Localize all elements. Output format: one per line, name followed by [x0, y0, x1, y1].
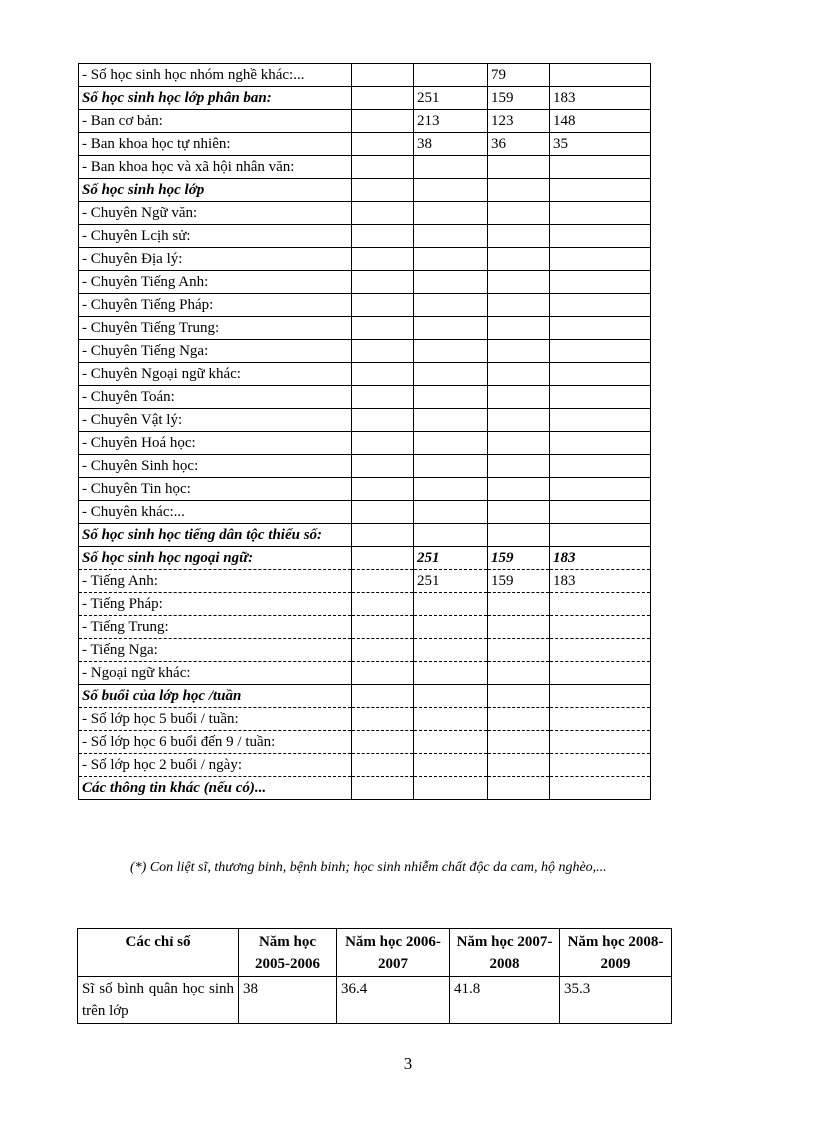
value-cell [414, 340, 488, 363]
value-cell [414, 225, 488, 248]
row-label: - Tiếng Nga: [79, 639, 352, 662]
table-row [79, 501, 651, 524]
value-cell [414, 64, 488, 87]
value-cell [352, 547, 414, 570]
value-cell [550, 501, 651, 524]
table-row [79, 225, 651, 248]
header-cell: Năm học 2005-2006 [239, 929, 337, 977]
value-cell [550, 685, 651, 708]
value-cell: 183 [550, 87, 651, 110]
value-cell [414, 248, 488, 271]
header-row [78, 929, 672, 977]
row-label: - Số học sinh học nhóm nghề khác:... [79, 64, 352, 87]
value-cell [550, 616, 651, 639]
value-cell [352, 225, 414, 248]
class-size-table [77, 928, 672, 1024]
value-cell [414, 432, 488, 455]
value-cell: 41.8 [450, 977, 560, 1024]
table-row [79, 455, 651, 478]
value-cell [352, 110, 414, 133]
table-row [79, 110, 651, 133]
value-cell: 148 [550, 110, 651, 133]
value-cell [352, 455, 414, 478]
table-row [79, 271, 651, 294]
row-label: - Ban cơ bản: [79, 110, 352, 133]
header-cell: Năm học 2007-2008 [450, 929, 560, 977]
value-cell [488, 731, 550, 754]
table-row [79, 593, 651, 616]
value-cell [352, 156, 414, 179]
value-cell [352, 133, 414, 156]
row-label: - Chuyên Địa lý: [79, 248, 352, 271]
row-label: Số buổi của lớp học /tuần [79, 685, 352, 708]
student-statistics-table [78, 63, 651, 800]
row-label: - Ban khoa học và xã hội nhân văn: [79, 156, 352, 179]
value-cell [550, 248, 651, 271]
table-row [79, 432, 651, 455]
row-label: - Chuyên Tin học: [79, 478, 352, 501]
value-cell [550, 432, 651, 455]
value-cell [352, 386, 414, 409]
value-cell [352, 524, 414, 547]
value-cell [488, 777, 550, 800]
value-cell [550, 156, 651, 179]
row-label: Số học sinh học lớp [79, 179, 352, 202]
value-cell [550, 363, 651, 386]
table-row [78, 977, 672, 1024]
value-cell: 251 [414, 547, 488, 570]
value-cell [550, 478, 651, 501]
value-cell [414, 524, 488, 547]
table-row [79, 639, 651, 662]
value-cell [550, 179, 651, 202]
value-cell [414, 294, 488, 317]
table-row [79, 409, 651, 432]
row-label: - Tiếng Trung: [79, 616, 352, 639]
value-cell [352, 87, 414, 110]
table-row [79, 294, 651, 317]
row-label: - Chuyên Ngoại ngữ khác: [79, 363, 352, 386]
value-cell: 183 [550, 547, 651, 570]
value-cell [488, 616, 550, 639]
value-cell [550, 731, 651, 754]
value-cell [414, 616, 488, 639]
footnote: (*) Con liệt sĩ, thương binh, bệnh binh; học sinh nhiễm chất độc da cam, hộ nghèo,... [130, 860, 607, 875]
header-cell: Các chỉ số [78, 929, 239, 977]
value-cell [414, 593, 488, 616]
value-cell [550, 662, 651, 685]
row-label: - Tiếng Pháp: [79, 593, 352, 616]
table-row [79, 616, 651, 639]
value-cell: 38 [414, 133, 488, 156]
row-label: - Chuyên Tiếng Anh: [79, 271, 352, 294]
value-cell [414, 777, 488, 800]
value-cell [414, 156, 488, 179]
value-cell [414, 386, 488, 409]
value-cell: 36.4 [337, 977, 450, 1024]
row-label: - Tiếng Anh: [79, 570, 352, 593]
value-cell [488, 294, 550, 317]
value-cell [352, 432, 414, 455]
value-cell [352, 409, 414, 432]
value-cell [352, 317, 414, 340]
row-label: - Chuyên Sinh học: [79, 455, 352, 478]
value-cell [352, 570, 414, 593]
value-cell [352, 340, 414, 363]
table-row [79, 662, 651, 685]
value-cell: 159 [488, 570, 550, 593]
value-cell [352, 639, 414, 662]
value-cell [414, 455, 488, 478]
row-label: - Chuyên Hoá học: [79, 432, 352, 455]
value-cell [488, 455, 550, 478]
value-cell [488, 363, 550, 386]
row-label: Số học sinh học tiếng dân tộc thiểu số: [79, 524, 352, 547]
value-cell [488, 179, 550, 202]
page-number: 3 [403, 1054, 413, 1073]
value-cell [550, 386, 651, 409]
row-label: - Số lớp học 5 buổi / tuần: [79, 708, 352, 731]
value-cell [550, 593, 651, 616]
table-row [79, 64, 651, 87]
value-cell [488, 524, 550, 547]
value-cell [352, 685, 414, 708]
row-label: - Chuyên Tiếng Nga: [79, 340, 352, 363]
table-row [79, 547, 651, 570]
table-row [79, 87, 651, 110]
table-row [79, 524, 651, 547]
value-cell [488, 708, 550, 731]
value-cell [414, 754, 488, 777]
row-label: - Chuyên Lcịh sử: [79, 225, 352, 248]
header-cell: Năm học 2006-2007 [337, 929, 450, 977]
value-cell [550, 202, 651, 225]
value-cell [414, 685, 488, 708]
value-cell [488, 754, 550, 777]
value-cell [488, 432, 550, 455]
row-label: - Số lớp học 6 buổi đến 9 / tuần: [79, 731, 352, 754]
value-cell [352, 271, 414, 294]
value-cell [414, 409, 488, 432]
value-cell [414, 317, 488, 340]
table-row [79, 754, 651, 777]
value-cell [352, 593, 414, 616]
value-cell [488, 639, 550, 662]
value-cell [414, 202, 488, 225]
row-label: - Chuyên Ngữ văn: [79, 202, 352, 225]
row-label: - Ngoại ngữ khác: [79, 662, 352, 685]
value-cell [352, 662, 414, 685]
value-cell [488, 593, 550, 616]
value-cell: 38 [239, 977, 337, 1024]
value-cell [488, 685, 550, 708]
value-cell [550, 409, 651, 432]
value-cell: 36 [488, 133, 550, 156]
value-cell [550, 225, 651, 248]
value-cell: 35.3 [560, 977, 672, 1024]
table-row [79, 386, 651, 409]
value-cell [488, 409, 550, 432]
value-cell [414, 363, 488, 386]
value-cell [352, 179, 414, 202]
row-label: Số học sinh học lớp phân ban: [79, 87, 352, 110]
table-row [79, 156, 651, 179]
value-cell [352, 708, 414, 731]
value-cell [352, 248, 414, 271]
value-cell [550, 708, 651, 731]
value-cell [352, 363, 414, 386]
table-row [79, 777, 651, 800]
value-cell [352, 616, 414, 639]
value-cell: 183 [550, 570, 651, 593]
row-label: Các thông tin khác (nếu có)... [79, 777, 352, 800]
value-cell [414, 478, 488, 501]
value-cell [414, 708, 488, 731]
value-cell: 35 [550, 133, 651, 156]
value-cell [414, 271, 488, 294]
row-label: - Số lớp học 2 buổi / ngày: [79, 754, 352, 777]
value-cell [488, 340, 550, 363]
table-row [79, 731, 651, 754]
value-cell [352, 731, 414, 754]
value-cell [488, 662, 550, 685]
value-cell [488, 271, 550, 294]
value-cell [488, 225, 550, 248]
value-cell [352, 754, 414, 777]
value-cell [488, 386, 550, 409]
value-cell [414, 639, 488, 662]
value-cell [550, 639, 651, 662]
value-cell [550, 777, 651, 800]
value-cell [550, 524, 651, 547]
value-cell [550, 455, 651, 478]
value-cell [488, 248, 550, 271]
value-cell [352, 777, 414, 800]
row-label: Sĩ số bình quân học sinh trên lớp [78, 977, 239, 1024]
value-cell: 79 [488, 64, 550, 87]
table-row [79, 179, 651, 202]
table-row [79, 570, 651, 593]
value-cell [352, 202, 414, 225]
value-cell [414, 179, 488, 202]
value-cell [352, 501, 414, 524]
value-cell [488, 317, 550, 340]
table-row [79, 708, 651, 731]
value-cell: 251 [414, 87, 488, 110]
row-label: Số học sinh học ngoại ngữ: [79, 547, 352, 570]
value-cell [550, 340, 651, 363]
value-cell [414, 501, 488, 524]
row-label: - Chuyên Vật lý: [79, 409, 352, 432]
value-cell [550, 271, 651, 294]
value-cell [414, 662, 488, 685]
value-cell [550, 294, 651, 317]
value-cell [352, 478, 414, 501]
row-label: - Chuyên khác:... [79, 501, 352, 524]
value-cell: 159 [488, 547, 550, 570]
value-cell: 159 [488, 87, 550, 110]
table-row [79, 133, 651, 156]
row-label: - Ban khoa học tự nhiên: [79, 133, 352, 156]
row-label: - Chuyên Tiếng Trung: [79, 317, 352, 340]
value-cell: 213 [414, 110, 488, 133]
table-row [79, 202, 651, 225]
row-label: - Chuyên Tiếng Pháp: [79, 294, 352, 317]
value-cell [550, 754, 651, 777]
table-row [79, 248, 651, 271]
value-cell: 251 [414, 570, 488, 593]
value-cell [488, 202, 550, 225]
table-row [79, 317, 651, 340]
value-cell [550, 64, 651, 87]
value-cell [352, 64, 414, 87]
table-row [79, 363, 651, 386]
header-cell: Năm học 2008-2009 [560, 929, 672, 977]
row-label: - Chuyên Toán: [79, 386, 352, 409]
value-cell [414, 731, 488, 754]
value-cell: 123 [488, 110, 550, 133]
value-cell [352, 294, 414, 317]
value-cell [488, 478, 550, 501]
table-row [79, 478, 651, 501]
value-cell [550, 317, 651, 340]
table-row [79, 685, 651, 708]
table-row [79, 340, 651, 363]
value-cell [488, 501, 550, 524]
value-cell [488, 156, 550, 179]
